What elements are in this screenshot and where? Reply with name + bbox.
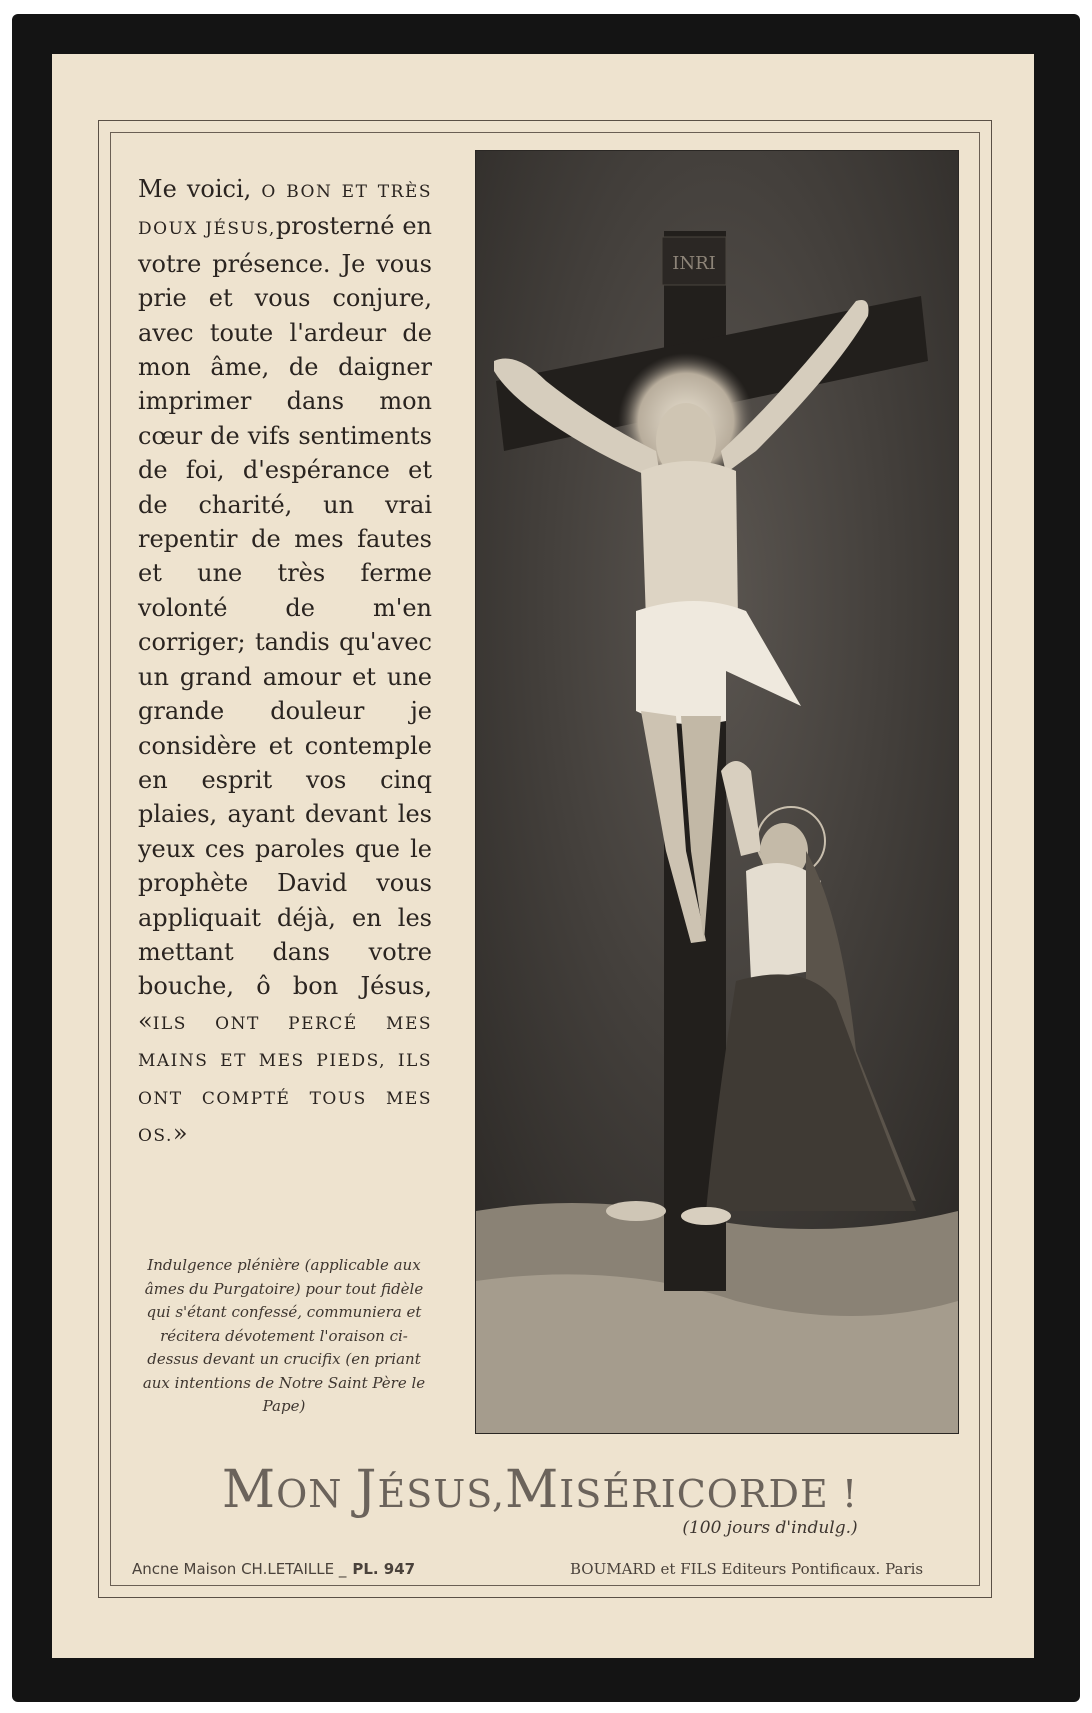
publisher-right: BOUMARD et FILS Editeurs Pontificaux. Paris xyxy=(570,1560,924,1578)
title-word-2: ÉSUS, xyxy=(377,1472,506,1516)
publisher-left xyxy=(132,1560,415,1578)
title-initial-2: J xyxy=(355,1460,378,1520)
prayer-invocation: O BON ET TRÈS DOUX JÉSUS, xyxy=(138,182,432,240)
plate-number: PL. 947 xyxy=(352,1560,416,1578)
prayer-text xyxy=(138,172,432,1153)
title-word-3: ISÉRICORDE ! xyxy=(559,1472,859,1516)
title-word-1: ON xyxy=(276,1472,356,1516)
publisher-house: Ancne Maison CH.LETAILLE _ xyxy=(132,1560,347,1578)
prayer-closing: » xyxy=(172,1118,188,1147)
stones-2 xyxy=(681,1207,731,1225)
titulus-inscription: INRI xyxy=(672,253,716,274)
title-initial-1: M xyxy=(221,1460,277,1520)
title-mon-jesus-misericorde xyxy=(160,1460,920,1520)
indulgence-note: Indulgence plénière (applicable aux âmes du Purgatoire) pour tout fidèle qui s'étant confessé, communiera et récitera dévotement l'oraison ci-dessus devant un crucifix (en priant aux intentions de Notre Saint Père le Pape) xyxy=(142,1256,426,1415)
stones xyxy=(606,1201,666,1221)
prayer-opening: Me voici, xyxy=(138,175,262,203)
prayer-body: prosterné en votre présence. Je vous prie et vous conjure, avec toute l'ardeur de mon âme, de daigner imprimer dans mon cœur de vifs sentiments de foi, d'espérance et de charité, un vrai repentir de mes fautes et une très ferme volonté de m'en corriger; tandis qu'avec un grand amour et une grande douleur je considère et contemple en esprit vos cinq plaies, ayant devant les yeux ces paroles que le prophète David vous appliquait déjà, en les mettant dans votre bouche, ô bon Jésus, « xyxy=(138,212,433,1035)
crucifixion-illustration xyxy=(476,151,958,1433)
crucifixion-engraving xyxy=(475,150,959,1434)
title-initial-3: M xyxy=(505,1460,560,1520)
indulgence-days: (100 jours d'indulg.) xyxy=(682,1518,858,1538)
prayer-quote: ILS ONT PERCÉ MES MAINS ET MES PIEDS, ILS ONT COMPTÉ TOUS MES OS. xyxy=(138,1013,432,1146)
